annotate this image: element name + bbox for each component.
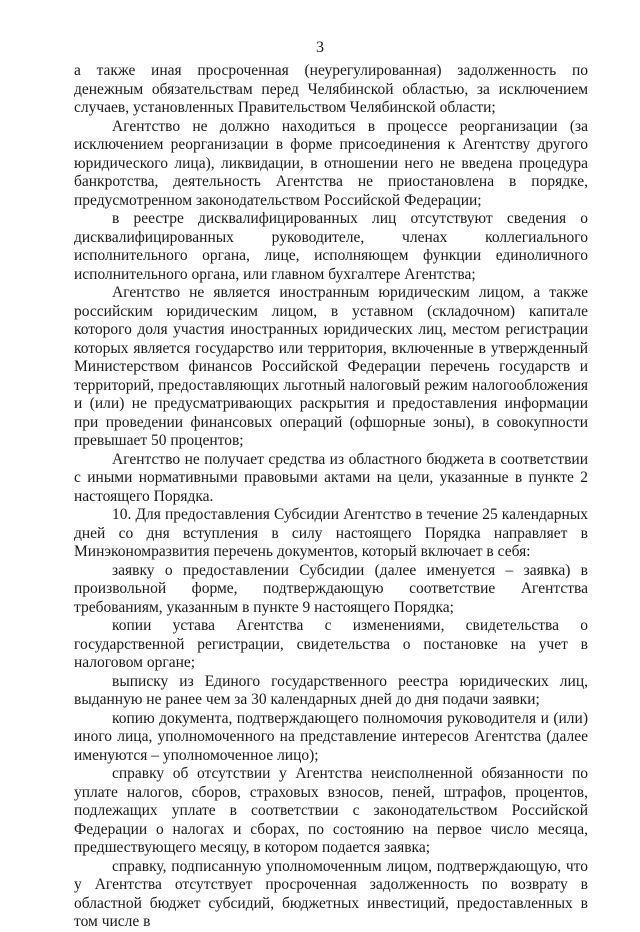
paragraph-foreign-entity: Агентство не является иностранным юридическим лицом, а также российским юридическим лицом, в уставном (складочном) капитале которого доля участия иностранных юридических лиц, местом регистрации которых является государство или территория, включенные в утвержденный Министерством финансов Российской Федерации перечень государств и территорий, предоставляющих льготный налоговый режим налогообложения и (или) не предусматривающих раскрытия и предоставления информации при проведении финансовых операций (офшорные зоны), в совокупности превышает 50 процентов;	[74, 284, 588, 449]
paragraph-tax-certificate: справку об отсутствии у Агентства неисполненной обязанности по уплате налогов, сборов, страховых взносов, пеней, штрафов, процентов, подлежащих уплате в соответствии с законодательством Российской Федерации о налогах и сборах, по состоянию на первое число месяца, предшествующего месяцу, в котором подается заявка;	[74, 765, 588, 856]
paragraph-item-10: 10. Для предоставления Субсидии Агентство в течение 25 календарных дней со дня вступления в силу настоящего Порядка направляет в Минэкономразвития перечень документов, который включает в себя:	[74, 506, 588, 560]
paragraph-disqualified-register: в реестре дисквалифицированных лиц отсутствуют сведения о дисквалифицированных руководителе, членах коллегиального исполнительного органа, лице, исполняющем функции единоличного исполнительного органа, или главном бухгалтере Агентства;	[74, 210, 588, 283]
paragraph-application: заявку о предоставлении Субсидии (далее именуется – заявка) в произвольной форме, подтверждающую соответствие Агентства требованиям, указанным в пункте 9 настоящего Порядка;	[74, 561, 588, 616]
page-number: 3	[316, 39, 324, 56]
paragraph-debt-continuation: а также иная просроченная (неурегулированная) задолженность по денежным обязательствам перед Челябинской областью, за исключением случаев, установленных Правительством Челябинской области;	[74, 62, 588, 116]
paragraph-no-arrears-certificate: справку, подписанную уполномоченным лицом, подтверждающую, что у Агентства отсутствует просроченная задолженность по возврату в областной бюджет субсидий, бюджетных инвестиций, предоставленных в том числе в	[74, 857, 588, 930]
paragraph-authority-document: копию документа, подтверждающего полномочия руководителя и (или) иного лица, уполномоченного на представление интересов Агентства (далее именуются – уполномоченное лицо);	[74, 709, 588, 764]
document-body	[74, 62, 588, 932]
paragraph-no-other-funding: Агентство не получает средства из областного бюджета в соответствии с иными нормативными правовыми актами на цели, указанные в пункте 2 настоящего Порядка.	[74, 450, 588, 505]
paragraph-reorganization: Агентство не должно находиться в процессе реорганизации (за исключением реорганизации в форме присоединения к Агентству другого юридического лица), ликвидации, в отношении него не введена процедура банкротства, деятельность Агентства не приостановлена в порядке, предусмотренном законодательством Российской Федерации;	[74, 117, 588, 209]
paragraph-charter-copies: копии устава Агентства с изменениями, свидетельства о государственной регистрации, свидетельства о постановке на учет в налоговом органе;	[74, 617, 588, 671]
paragraph-registry-extract: выписку из Единого государственного реестра юридических лиц, выданную не ранее чем за 30 календарных дней до дня подачи заявки;	[74, 672, 588, 708]
